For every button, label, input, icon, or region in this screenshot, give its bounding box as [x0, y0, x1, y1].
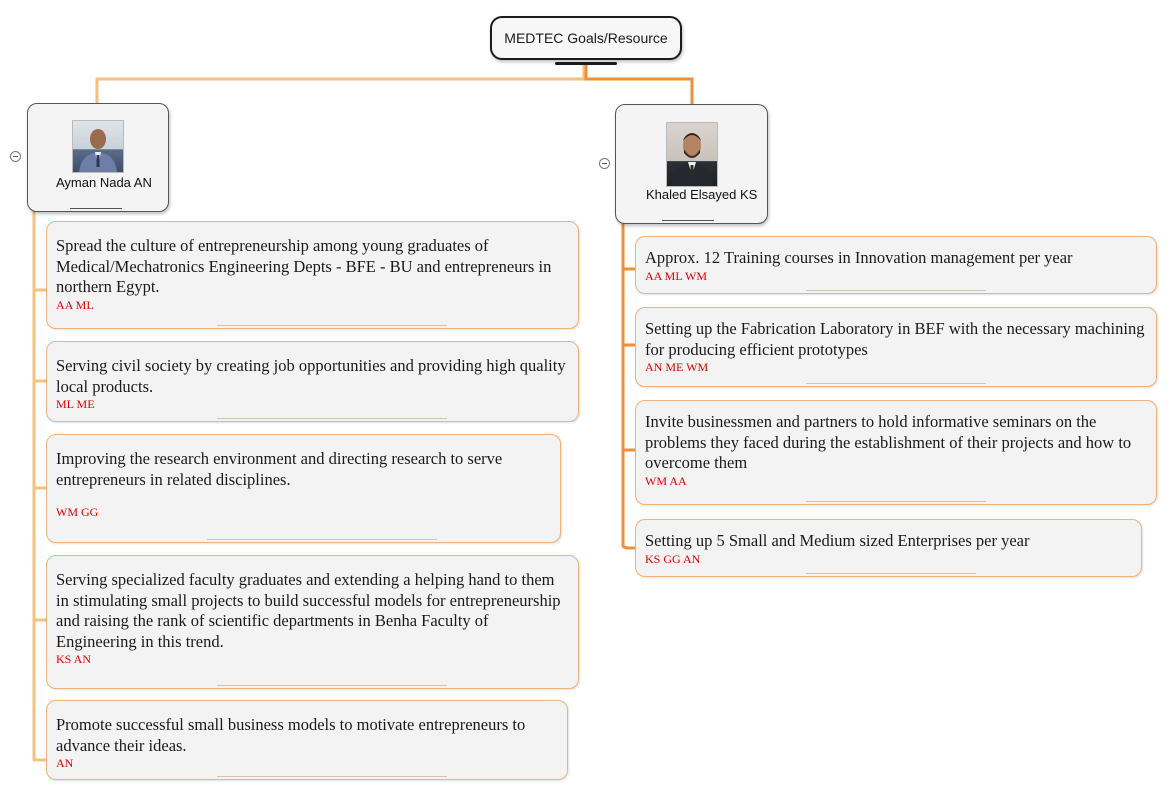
resource-card[interactable]	[635, 307, 1157, 387]
collapse-left-icon[interactable]	[10, 151, 21, 162]
goal-tags: WM GG	[56, 505, 99, 519]
person-node-right[interactable]	[615, 104, 768, 224]
card-underline	[217, 418, 447, 419]
card-underline	[207, 539, 437, 540]
card-underline	[217, 325, 447, 326]
resource-text: Invite businessmen and partners to hold informative seminars on the problems they faced during the establishment of their projects and how to overcome them	[645, 412, 1132, 472]
goal-text: Serving civil society by creating job opportunities and providing high quality local products.	[56, 356, 566, 396]
resource-text: Approx. 12 Training courses in Innovation management per year	[645, 248, 1073, 267]
person-underline-right	[662, 220, 714, 221]
goal-card[interactable]	[46, 341, 579, 422]
root-to-left-branch	[97, 64, 584, 103]
root-title: MEDTEC Goals/Resource	[504, 30, 668, 46]
root-topic[interactable]	[490, 16, 682, 60]
resource-card[interactable]	[635, 400, 1157, 505]
person-name-right: Khaled Elsayed KS	[646, 187, 758, 202]
goal-text: Serving specialized faculty graduates and extending a helping hand to them in stimulating small projects to build successful models for entrepreneurship and raising the rank of scientific departments in Benha Faculty of Engineering in this trend.	[56, 570, 561, 651]
resource-tags: AA ML WM	[645, 268, 708, 283]
resource-card[interactable]	[635, 236, 1157, 294]
person-underline-left	[70, 208, 122, 209]
goal-tags: AN	[56, 756, 74, 770]
card-underline	[217, 685, 447, 686]
goal-card[interactable]	[46, 700, 568, 780]
collapse-right-icon[interactable]	[599, 158, 610, 169]
root-underline	[555, 62, 617, 65]
goal-text: Improving the research environment and directing research to serve entrepreneurs in related disciplines.	[56, 449, 503, 489]
card-underline	[806, 501, 986, 502]
card-underline	[806, 290, 986, 291]
person-name-left: Ayman Nada AN	[56, 175, 152, 190]
resource-card[interactable]	[635, 519, 1142, 577]
resource-tags: AN ME WM	[645, 360, 709, 374]
avatar-ayman	[72, 120, 124, 173]
goal-tags: KS AN	[56, 652, 92, 666]
resource-tags: WM AA	[645, 473, 687, 488]
goal-text: Spread the culture of entrepreneurship among young graduates of Medical/Mechatronics Engineering Depts - BFE - BU and entrepreneurs in northern Egypt.	[56, 236, 552, 296]
person-node-left[interactable]	[27, 103, 169, 212]
resource-tags: KS GG AN	[645, 551, 701, 566]
goal-tags: AA ML	[56, 297, 94, 312]
goal-card[interactable]	[46, 555, 579, 689]
card-underline	[806, 383, 986, 384]
resource-text: Setting up 5 Small and Medium sized Enterprises per year	[645, 531, 1030, 550]
resource-text: Setting up the Fabrication Laboratory in BEF with the necessary machining for producing efficient prototypes	[645, 319, 1145, 359]
goal-card[interactable]	[46, 221, 579, 329]
card-underline	[217, 776, 447, 777]
card-underline	[806, 573, 976, 574]
root-to-right-branch	[586, 64, 692, 104]
avatar-khaled	[666, 122, 718, 187]
goal-text: Promote successful small business models to motivate entrepreneurs to advance their ideas.	[56, 715, 526, 755]
goal-card[interactable]	[46, 434, 561, 543]
goal-tags: ML ME	[56, 397, 95, 411]
